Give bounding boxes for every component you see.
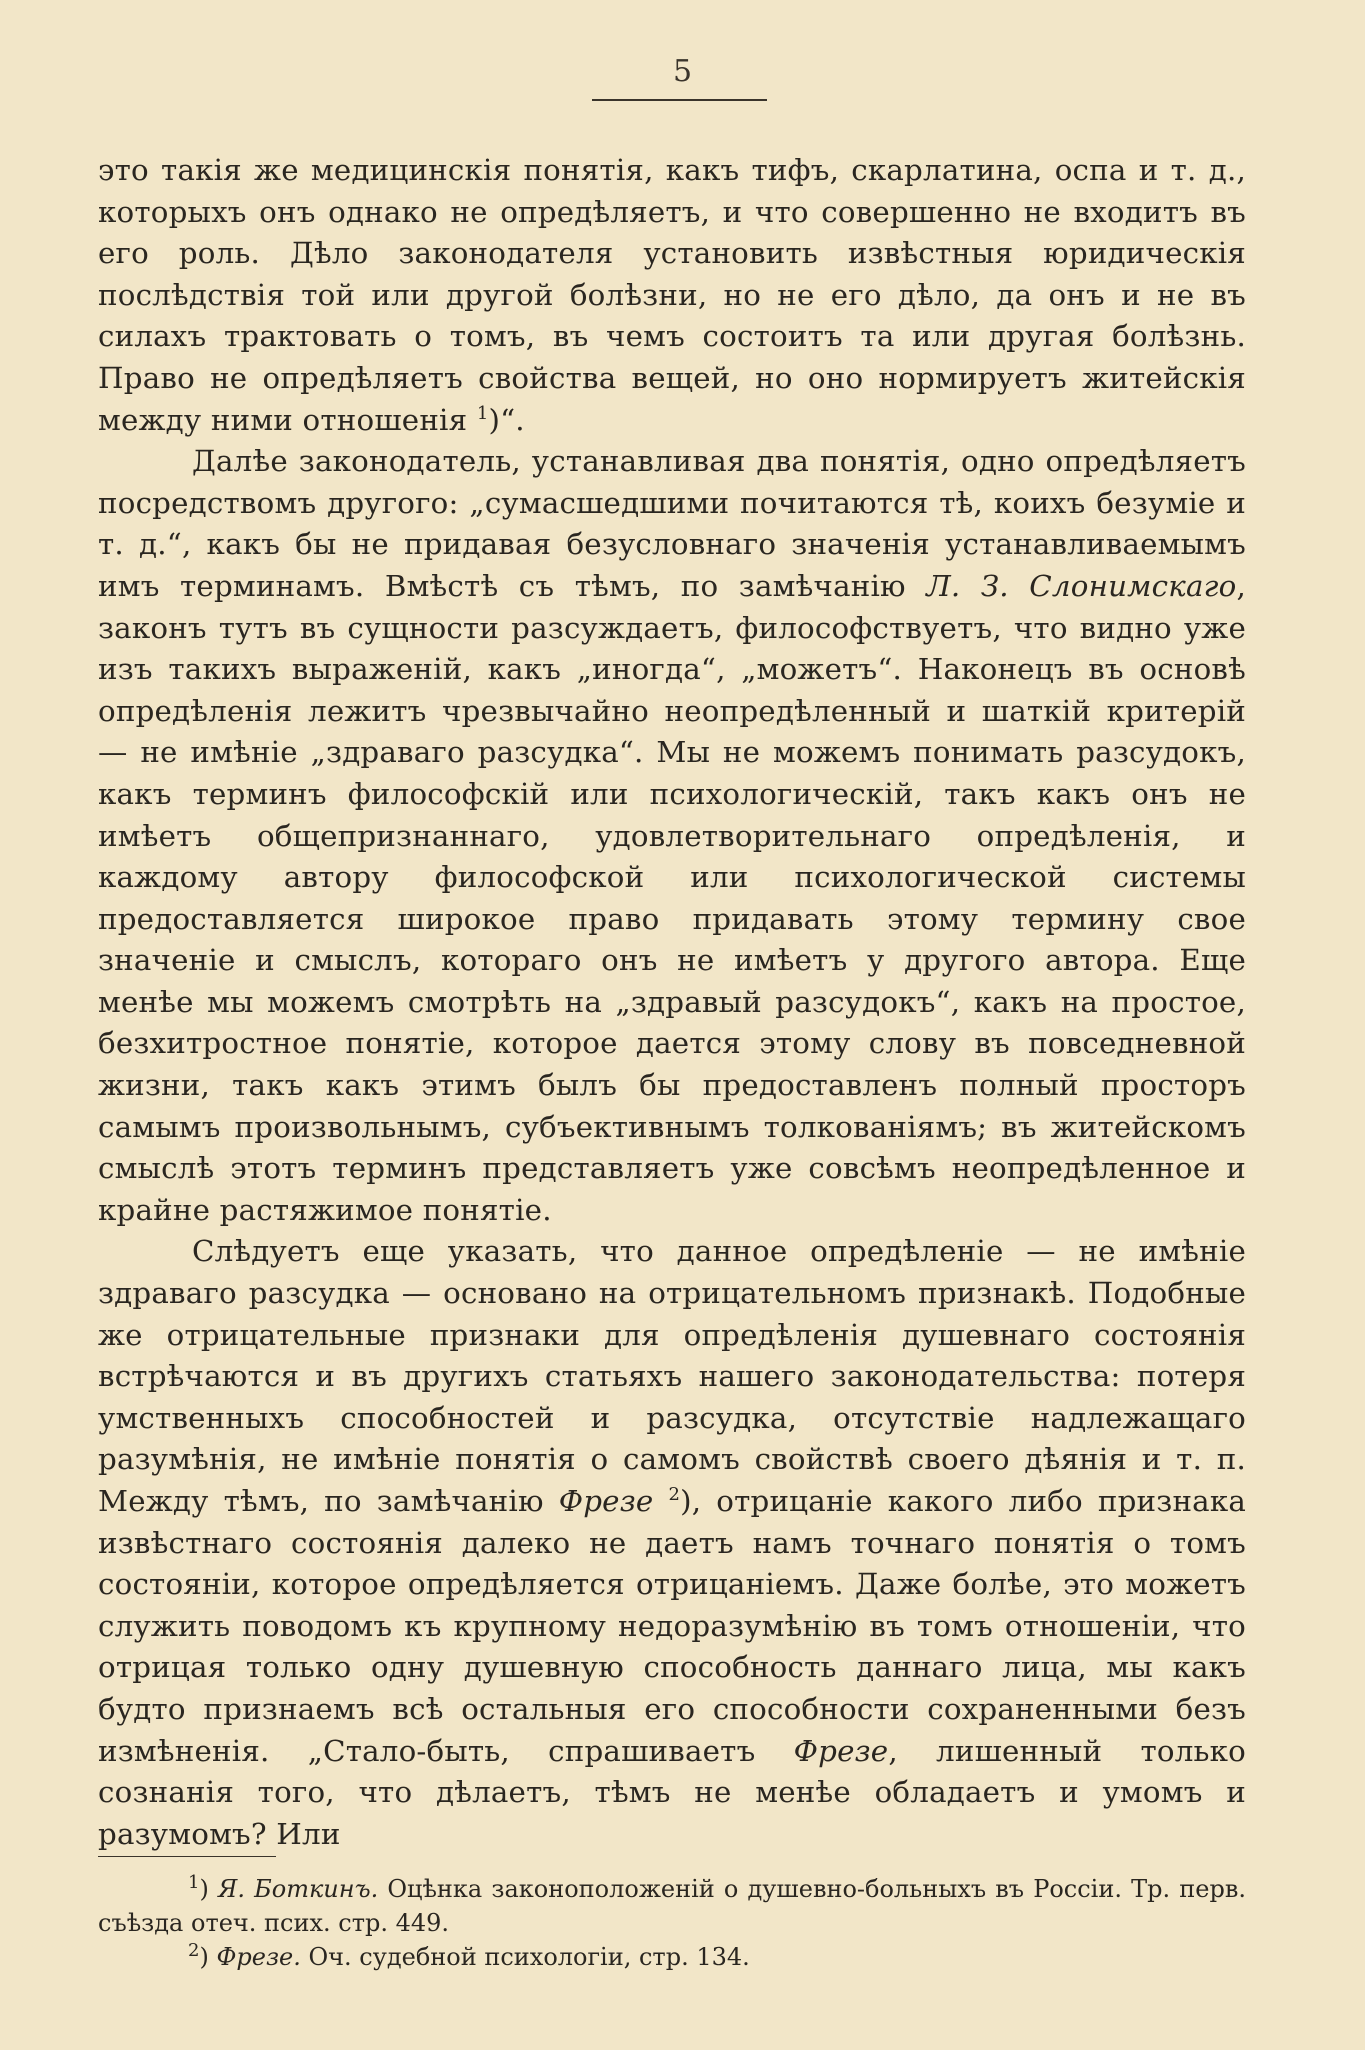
- footnote-marker: 1: [188, 1872, 200, 1893]
- text-run: [653, 1484, 668, 1518]
- footnote-marker: 2: [188, 1940, 200, 1961]
- text-run: Далѣе законодатель, устанавливая два понятія, одно опредѣляетъ посредствомъ другого: „сумасшедшими почитаются тѣ, коихъ безуміе и т. д.“, какъ бы не придавая безусловнаго значенія устанавливаемымъ имъ терминамъ. Вмѣстѣ съ тѣмъ, по замѣчанію: [98, 444, 1246, 603]
- text-run: , законъ тутъ въ сущности разсуждаетъ, философствуетъ, что видно уже изъ такихъ выраженій, какъ „иногда“, „можетъ“. Наконецъ въ основѣ опредѣленія лежитъ чрезвычайно неопредѣленный и шаткій критерій — не имѣніе „здраваго разсудка“. Мы не можемъ понимать разсудокъ, какъ терминъ философскій или психологическій, такъ какъ онъ не имѣетъ общепризнаннаго, удовлетворительнаго опредѣленія, и каждому автору философской или психологической системы предоставляется широкое право придавать этому термину свое значеніе и смыслъ, котораго онъ не имѣетъ у другого автора. Еще менѣе мы можемъ смотрѣть на „здравый разсудокъ“, какъ на простое, безхитростное понятіе, которое дается этому слову въ повседневной жизни, такъ какъ этимъ былъ бы предоставленъ полный просторъ самымъ произвольнымъ, субъективнымъ толкованіямъ; въ житейскомъ смыслѣ этотъ терминъ представляетъ уже совсѣмъ неопредѣленное и крайне растяжимое понятіе.: [98, 568, 1246, 1227]
- italic-name: Фрезе: [793, 1733, 889, 1768]
- footnotes: [98, 1872, 1246, 1974]
- page-number-rule: [592, 99, 767, 101]
- text-run: это такія же медицинскія понятія, какъ тифъ, скарлатина, оспа и т. д., которыхъ онъ однако не опредѣляетъ, и что совершенно не входитъ въ его роль. Дѣло законодателя установить извѣстныя юридическія послѣдствія той или другой болѣзни, но не его дѣло, да онъ и не въ силахъ трактовать о томъ, въ чемъ состоитъ та или другая болѣзнь. Право не опредѣляетъ свойства вещей, но оно нормируетъ житейскія между ними отношенія: [98, 153, 1246, 437]
- text-run: Слѣдуетъ еще указать, что данное опредѣленіе — не имѣніе здраваго разсудка — основано на отрицательномъ признакѣ. Подобные же отрицательные признаки для опредѣленія душевнаго состоянія встрѣчаются и въ другихъ статьяхъ нашего законодательства: потеря умственныхъ способностей и разсудка, отсутствіе надлежащаго разумѣнія, не имѣніе понятія о самомъ свойствѣ своего дѣянія и т. п. Между тѣмъ, по замѣчанію: [98, 1234, 1246, 1518]
- footnote-ref: 1: [476, 402, 489, 424]
- paragraph: [98, 1231, 1246, 1855]
- paragraph: [98, 441, 1246, 1231]
- footnote-ref: 2: [668, 1484, 681, 1506]
- footnote: [98, 1872, 1246, 1940]
- text-run: )“.: [488, 402, 525, 437]
- text-run: ), отрицаніе какого либо признака извѣстнаго состоянія далеко не даетъ намъ точнаго понятія о томъ состояніи, которое опредѣляется отрицаніемъ. Даже болѣе, это можетъ служить поводомъ къ крупному недоразумѣнію въ томъ отношеніи, что отрицая только одну душевную способность даннаго лица, мы какъ будто признаемъ всѣ остальныя его способности сохраненными безъ измѣненія. „Стало-быть, спрашиваетъ: [98, 1484, 1247, 1768]
- footnote-author: Я. Боткинъ.: [217, 1875, 379, 1903]
- footnote-text: Оч. судебной психологіи, стр. 134.: [300, 1943, 750, 1971]
- footnote: [98, 1940, 1246, 1974]
- paragraph: [98, 150, 1246, 441]
- footnote-author: Фрезе.: [216, 1943, 301, 1971]
- italic-name: Фрезе: [558, 1484, 654, 1518]
- footnote-rule: [98, 1856, 276, 1857]
- footnote-marker-paren: ): [199, 1875, 218, 1903]
- page-number: 5: [672, 54, 693, 89]
- italic-name: Л. З. Слонимскаго: [926, 568, 1237, 603]
- text-run: , лишенный только сознанія того, что дѣлаетъ, тѣмъ не менѣе обладаетъ и умомъ и разумомъ? Или: [98, 1733, 1247, 1851]
- body-text: [98, 150, 1246, 1855]
- footnote-marker-paren: ): [199, 1943, 217, 1971]
- footnote-text: Оцѣнка законоположеній о душевно-больныхъ въ Россіи. Тр. перв. съѣзда отеч. псих. стр. 449.: [98, 1875, 1246, 1937]
